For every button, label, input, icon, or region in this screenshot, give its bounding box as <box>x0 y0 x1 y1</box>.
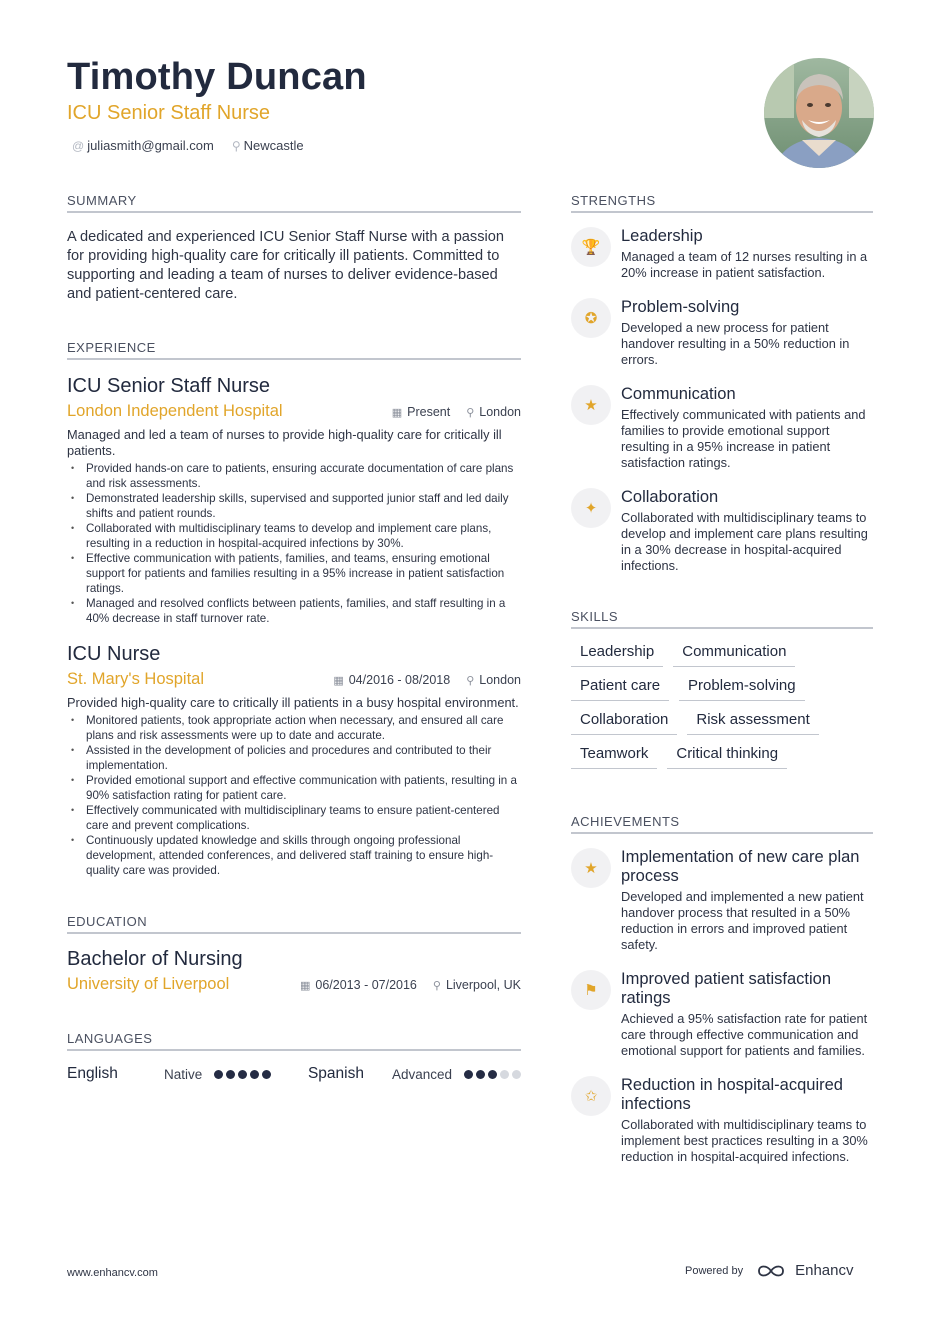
job-dates: Present <box>407 404 451 419</box>
job-location: London <box>479 672 521 687</box>
bullet-item: • Assisted in the development of policies and procedures and contributed to their implementation. <box>67 743 521 773</box>
skill-tag: Risk assessment <box>687 702 818 735</box>
company-name: St. Mary's Hospital <box>67 670 205 688</box>
job-meta <box>392 405 521 419</box>
experience-entry <box>67 643 521 878</box>
calendar-icon: ▦ <box>391 406 403 419</box>
footer-branding <box>685 1262 853 1279</box>
language-level: Advanced <box>391 1066 452 1082</box>
star-half-icon: ✩ <box>571 1076 611 1116</box>
bullet-item: • Provided emotional support and effective communication with patients, resulting in a 90% satisfaction rating for patient care. <box>67 773 521 803</box>
job-bullets <box>67 713 521 878</box>
achievement-description: Achieved a 95% satisfaction rate for patient care through effective communication and emotional support for patients and families. <box>621 1011 868 1058</box>
achievement-item <box>571 970 873 1059</box>
job-description: Managed and led a team of nurses to provide high-quality care for critically ill patients. <box>67 427 502 458</box>
strength-title: Leadership <box>621 227 703 245</box>
job-meta <box>333 673 521 687</box>
bullet-item: • Demonstrated leadership skills, supervised and supported junior staff and led daily shifts and patient rounds. <box>67 491 521 521</box>
job-title: ICU Nurse <box>67 643 161 665</box>
calendar-icon: ▦ <box>300 979 311 992</box>
location-pin-icon: ⚲ <box>432 979 441 992</box>
languages-heading: LANGUAGES <box>67 1031 521 1051</box>
skills-heading: SKILLS <box>571 609 873 629</box>
proficiency-dot-filled <box>488 1070 497 1079</box>
job-bullets <box>67 461 521 626</box>
job-location: London <box>479 404 521 419</box>
left-column <box>67 193 521 1083</box>
skill-tag: Collaboration <box>571 702 677 735</box>
bullet-item: • Effective communication with patients, families, and teams, ensuring emotional support for patients and families resulting in a 95% increase in patient satisfaction ratings. <box>67 551 521 596</box>
education-location: Liverpool, UK <box>445 977 521 992</box>
language-name: English <box>67 1065 118 1082</box>
portrait-image <box>764 58 874 168</box>
bullet-item: • Continuously updated knowledge and skills through ongoing professional development, attended conferences, and delivered staff training to ensure high-quality care was provided. <box>67 833 521 878</box>
bullet-item: • Effectively communicated with multidisciplinary teams to ensure patient-centered care and prevent complications. <box>67 803 521 833</box>
bullet-item: • Monitored patients, took appropriate action when necessary, and ensured all care plans and risk assessments were up to date and accurate. <box>67 713 521 743</box>
proficiency-dots <box>464 1070 521 1079</box>
strength-title: Communication <box>621 385 736 403</box>
strength-title: Problem-solving <box>621 298 740 316</box>
experience-heading: EXPERIENCE <box>67 340 521 360</box>
proficiency-dot-empty <box>500 1070 509 1079</box>
location-text: Newcastle <box>243 138 304 153</box>
enhancv-logo-icon <box>757 1263 789 1279</box>
proficiency-dot-filled <box>250 1070 259 1079</box>
skills-list <box>571 634 873 770</box>
wand-icon: ✦ <box>571 488 611 528</box>
job-description: Provided high-quality care to critically ill patients in a busy hospital environment. <box>67 695 519 710</box>
achievements-heading: ACHIEVEMENTS <box>571 814 873 834</box>
email-contact[interactable] <box>72 138 214 153</box>
candidate-name: Timothy Duncan <box>67 56 367 98</box>
proficiency-dot-filled <box>464 1070 473 1079</box>
candidate-role: ICU Senior Staff Nurse <box>67 102 271 124</box>
achievement-title: Improved patient satisfaction ratings <box>621 970 832 1007</box>
at-icon: @ <box>72 139 85 153</box>
experience-entry <box>67 375 521 626</box>
calendar-icon: ▦ <box>333 674 344 687</box>
strength-description: Effectively communicated with patients and families to provide emotional support resulting in a 95% increase in patient satisfaction ratings. <box>621 407 866 470</box>
strength-item <box>571 488 873 574</box>
skill-tag: Communication <box>673 634 795 667</box>
language-name: Spanish <box>307 1065 364 1082</box>
strength-item <box>571 298 873 368</box>
proficiency-dot-filled <box>238 1070 247 1079</box>
strength-description: Managed a team of 12 nurses resulting in a 20% increase in patient satisfaction. <box>621 249 868 280</box>
education-dates: 06/2013 - 07/2016 <box>315 977 417 992</box>
brand-name: Enhancv <box>795 1262 854 1279</box>
email-text: juliasmith@gmail.com <box>87 138 214 153</box>
proficiency-dots <box>214 1070 271 1079</box>
location-pin-icon: ⚲ <box>466 406 475 419</box>
achievement-description: Collaborated with multidisciplinary teams to implement best practices resulting in a 30% reduction in hospital-acquired infections. <box>621 1117 868 1164</box>
strength-description: Collaborated with multidisciplinary teams to develop and implement care plans resulting in a 30% decrease in hospital-acquired infections. <box>621 510 868 573</box>
languages-row <box>67 1065 521 1083</box>
skill-tag: Problem-solving <box>679 668 805 701</box>
bullet-item: • Provided hands-on care to patients, ensuring accurate documentation of care plans and risk assessments. <box>67 461 521 491</box>
language-level: Native <box>164 1066 203 1082</box>
skill-tag: Critical thinking <box>667 736 787 769</box>
bullet-item: • Managed and resolved conflicts between patients, families, and staff resulting in a 40% decrease in staff turnover rate. <box>67 596 521 626</box>
skill-tag: Teamwork <box>571 736 657 769</box>
achievement-description: Developed and implemented a new patient handover process that resulted in a 50% reduction in errors and improved patient safety. <box>621 889 864 952</box>
skill-tag: Leadership <box>571 634 663 667</box>
star-icon: ★ <box>571 848 611 888</box>
achievement-title: Implementation of new care plan process <box>621 848 860 885</box>
achievement-item <box>571 848 873 953</box>
degree-title: Bachelor of Nursing <box>67 948 243 970</box>
company-name: London Independent Hospital <box>67 402 283 420</box>
flag-icon: ⚑ <box>571 970 611 1010</box>
powered-by-label: Powered by <box>685 1264 744 1277</box>
language-entry <box>67 1065 308 1083</box>
proficiency-dot-filled <box>476 1070 485 1079</box>
achievement-item <box>571 1076 873 1165</box>
bullet-item: • Collaborated with multidisciplinary teams to develop and implement care plans, resulting in a reduction in hospital-acquired infections by 30%. <box>67 521 521 551</box>
school-name: University of Liverpool <box>67 975 230 993</box>
trophy-icon: 🏆 <box>571 227 611 267</box>
strength-item <box>571 385 873 471</box>
medal-icon: ✪ <box>571 298 611 338</box>
right-column <box>571 193 873 1165</box>
strength-item <box>571 227 873 281</box>
profile-photo <box>764 58 874 168</box>
contact-info <box>72 138 304 153</box>
star-icon: ★ <box>571 385 611 425</box>
education-entry <box>67 948 521 994</box>
proficiency-dot-filled <box>226 1070 235 1079</box>
language-entry <box>308 1065 521 1083</box>
job-title: ICU Senior Staff Nurse <box>67 375 271 397</box>
skill-tag: Patient care <box>571 668 669 701</box>
location-pin-icon: ⚲ <box>466 674 475 687</box>
summary-heading: SUMMARY <box>67 193 521 213</box>
strength-description: Developed a new process for patient handover resulting in a 50% reduction in errors. <box>621 320 850 367</box>
job-dates: 04/2016 - 08/2018 <box>348 672 451 687</box>
proficiency-dot-filled <box>214 1070 223 1079</box>
achievement-title: Reduction in hospital-acquired infections <box>621 1076 843 1113</box>
proficiency-dot-empty <box>512 1070 521 1079</box>
education-meta <box>300 978 521 992</box>
proficiency-dot-filled <box>262 1070 271 1079</box>
location-contact <box>232 138 304 153</box>
strengths-heading: STRENGTHS <box>571 193 873 213</box>
summary-text: A dedicated and experienced ICU Senior Staff Nurse with a passion for providing high-quality care for critically ill patients. Committed to supporting and leading a team of nurses to deliver evidence-based and patient-centered care. <box>67 229 504 302</box>
education-heading: EDUCATION <box>67 914 521 934</box>
location-pin-icon: ⚲ <box>231 139 241 153</box>
strength-title: Collaboration <box>621 488 719 506</box>
brand-logo[interactable] <box>757 1262 853 1279</box>
footer-website[interactable]: www.enhancv.com <box>67 1267 158 1279</box>
